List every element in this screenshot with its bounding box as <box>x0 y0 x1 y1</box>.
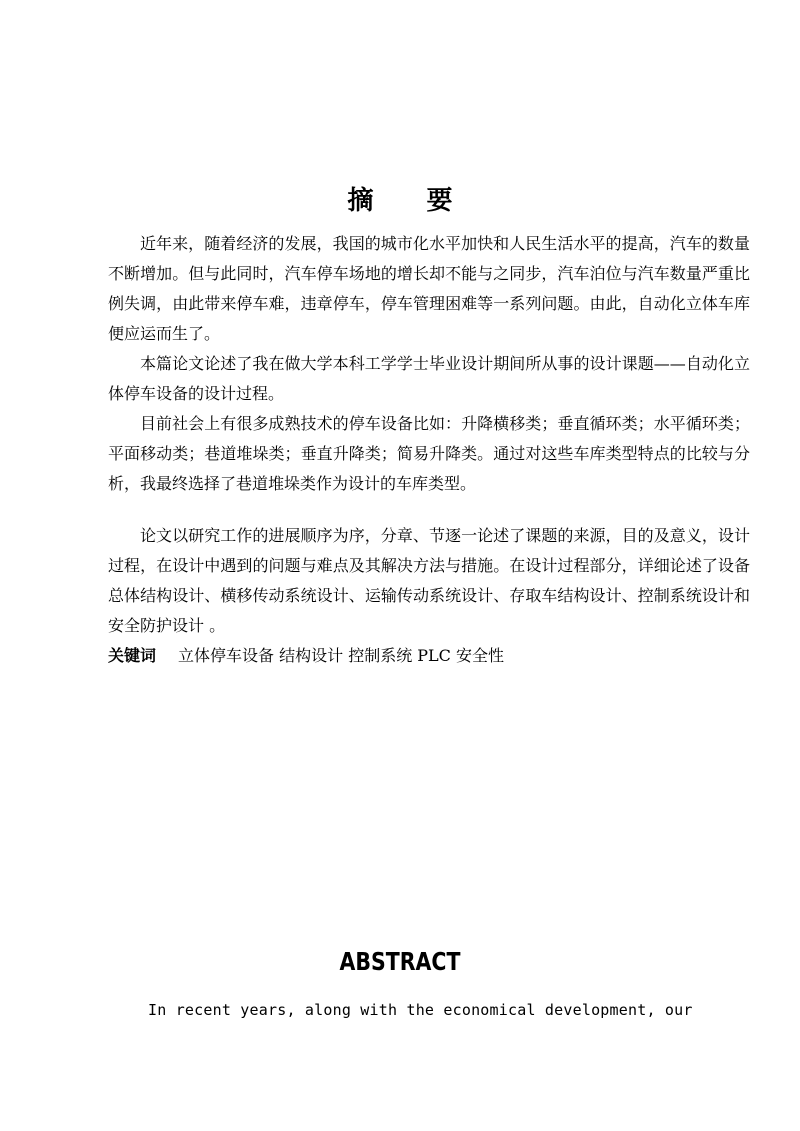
abstract-paragraph-4: 论文以研究工作的进展顺序为序，分章、节逐一论述了课题的来源，目的及意义，设计过程，在设计中遇到的问题与难点及其解决方法与措施。在设计过程部分，详细论述了设备总体结构设计、横移传动系统设计、运输传动系统设计、存取车结构设计、控制系统设计和安全防护设计 。 <box>108 526 750 635</box>
keywords-line <box>108 641 750 671</box>
keywords-label: 关键词 <box>108 646 157 665</box>
abstract-title-chinese: 摘 要 <box>347 186 475 216</box>
paragraph-spacer <box>108 499 750 521</box>
abstract-paragraph-2: 本篇论文论述了我在做大学本科工学学士毕业设计期间所从事的设计课题——自动化立体停车设备的设计过程。 <box>108 354 750 403</box>
keywords-list: 立体停车设备 结构设计 控制系统 PLC 安全性 <box>178 646 504 665</box>
abstract-body-chinese <box>108 229 750 671</box>
abstract-paragraph-1: 近年来，随着经济的发展，我国的城市化水平加快和人民生活水平的提高，汽车的数量不断增加。但与此同时，汽车停车场地的增长却不能与之同步，汽车泊位与汽车数量严重比例失调，由此带来停车难，违章停车，停车管理困难等一系列问题。由此，自动化立体车库便应运而生了。 <box>108 234 750 343</box>
abstract-paragraph-3: 目前社会上有很多成熟技术的停车设备比如：升降横移类；垂直循环类；水平循环类；平面移动类；巷道堆垛类；垂直升降类；简易升降类。通过对这些车库类型特点的比较与分析，我最终选择了巷道堆垛类作为设计的车库类型。 <box>108 414 750 493</box>
abstract-title-english: ABSTRACT <box>339 947 461 976</box>
abstract-english-first-line: In recent years, along with the economical development, our <box>148 1001 693 1019</box>
